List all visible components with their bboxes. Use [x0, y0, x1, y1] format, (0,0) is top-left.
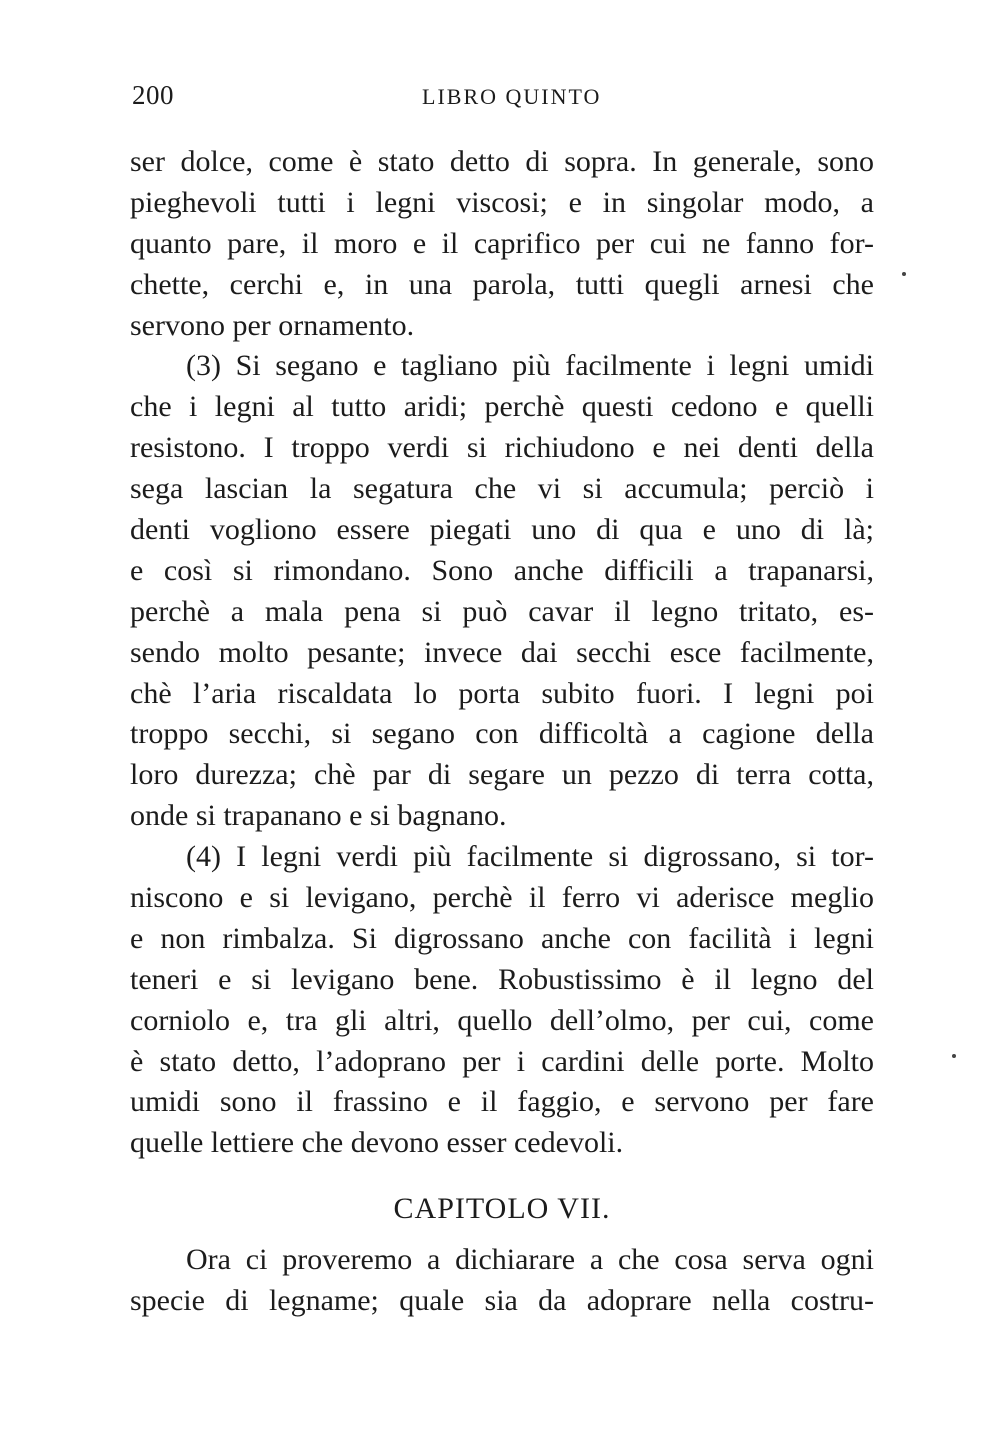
paragraph	[130, 346, 874, 837]
text-line: sega lascian la segatura che vi si accumula; perciò i	[130, 472, 874, 506]
text-line: chette, cerchi e, in una parola, tutti quegli arnesi che	[130, 267, 874, 301]
running-title: LIBRO QUINTO	[422, 84, 602, 109]
text-line: (3) Si segano e tagliano più facilmente i legni umidi	[186, 349, 874, 383]
text-line: ser dolce, come è stato detto di sopra. In generale, sono	[130, 145, 874, 178]
text-line: e non rimbalza. Si digrossano anche con facilità i legni	[130, 921, 874, 955]
print-speck	[952, 1054, 956, 1058]
paragraph	[130, 1240, 874, 1322]
chapter-heading: CAPITOLO VII.	[393, 1192, 611, 1226]
text-line: umidi sono il frassino e il faggio, e servono per fare	[130, 1085, 874, 1119]
text-line: chè l’aria riscaldata lo porta subito fuori. I legni poi	[130, 676, 874, 710]
running-head	[132, 80, 872, 116]
text-line: troppo secchi, si segano con difficoltà a cagione della	[130, 717, 874, 751]
text-line: denti vogliono essere piegati uno di qua e uno di là;	[130, 513, 874, 547]
text-line: servono per ornamento.	[130, 308, 415, 342]
text-line: loro durezza; chè par di segare un pezzo di terra cotta,	[130, 758, 874, 792]
text-line: resistono. I troppo verdi si richiudono e nei denti della	[130, 431, 874, 465]
text-line: teneri e si levigano bene. Robustissimo è il legno del	[130, 962, 874, 996]
text-line: e così si rimondano. Sono anche difficili a trapanarsi,	[130, 553, 874, 587]
text-line: niscono e si levigano, perchè il ferro vi aderisce meglio	[130, 881, 874, 915]
body-text	[130, 142, 874, 1322]
text-line: quanto pare, il moro e il caprifico per cui ne fanno for-	[130, 226, 874, 260]
text-line: perchè a mala pena si può cavar il legno tritato, es-	[130, 594, 874, 628]
paragraph	[130, 142, 874, 346]
paragraph	[130, 837, 874, 1164]
text-line: Ora ci proveremo a dichiarare a che cosa serva ogni	[186, 1243, 874, 1277]
text-line: che i legni al tutto aridi; perchè questi cedono e quelli	[130, 390, 874, 424]
text-line: è stato detto, l’adoprano per i cardini delle porte. Molto	[130, 1044, 874, 1078]
print-speck	[902, 272, 906, 276]
text-line: quelle lettiere che devono esser cedevoli.	[130, 1126, 624, 1160]
text-line: sendo molto pesante; invece dai secchi esce facilmente,	[130, 635, 874, 669]
text-line: corniolo e, tra gli altri, quello dell’olmo, per cui, come	[130, 1003, 874, 1037]
text-line: pieghevoli tutti i legni viscosi; e in singolar modo, a	[130, 185, 874, 219]
page-number: 200	[132, 80, 174, 110]
text-line: (4) I legni verdi più facilmente si digrossano, si tor-	[186, 840, 874, 874]
text-line: specie di legname; quale sia da adoprare nella costru-	[130, 1284, 874, 1318]
text-line: onde si trapanano e si bagnano.	[130, 799, 507, 833]
